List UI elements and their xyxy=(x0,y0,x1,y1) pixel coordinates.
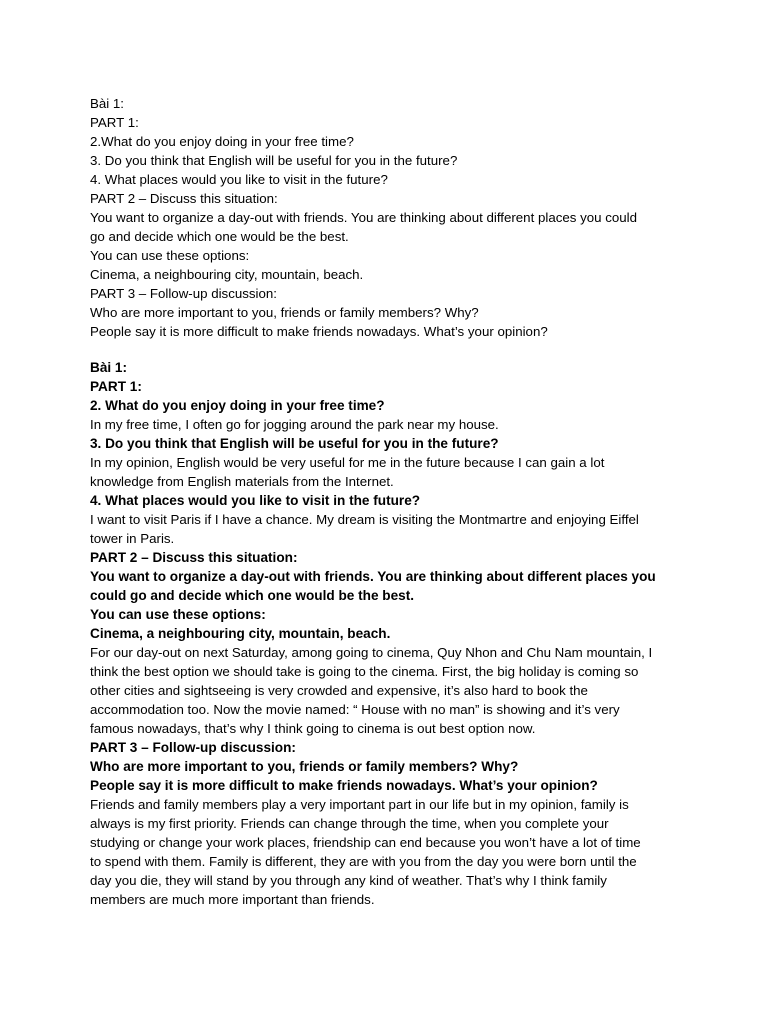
answers-part-3-question-2: People say it is more difficult to make friends nowadays. What’s your opinion? xyxy=(90,778,598,793)
situation-line-2: go and decide which one would be the best. xyxy=(90,229,349,244)
part-2-answer-line: famous nowadays, that’s why I think going to cinema is out best option now. xyxy=(90,721,536,736)
answer-question-3: 3. Do you think that English will be useful for you in the future? xyxy=(90,436,499,451)
part-3-answer-line: day you die, they will stand by you through any kind of weather. That’s why I think family xyxy=(90,873,607,888)
part-3-answer-line: Friends and family members play a very important part in our life but in my opinion, family is xyxy=(90,797,629,812)
question-2: 2.What do you enjoy doing in your free time? xyxy=(90,134,354,149)
answers-part-1-heading: PART 1: xyxy=(90,379,142,394)
part-2-heading: PART 2 – Discuss this situation: xyxy=(90,191,278,206)
answers-situation xyxy=(90,567,690,605)
answer-4-line: I want to visit Paris if I have a chance. My dream is visiting the Montmartre and enjoying Eiffel xyxy=(90,512,639,527)
situation-line: could go and decide which one would be the best. xyxy=(90,588,415,603)
part-2-answer-line: accommodation too. Now the movie named: “ House with no man” is showing and it’s very xyxy=(90,702,620,717)
part-3-heading: PART 3 – Follow-up discussion: xyxy=(90,286,277,301)
question-3: 3. Do you think that English will be useful for you in the future? xyxy=(90,153,458,168)
situation-line-1: You want to organize a day-out with friends. You are thinking about different places you could xyxy=(90,210,638,225)
answer-2-text: In my free time, I often go for jogging around the park near my house. xyxy=(90,417,499,432)
exercise-title: Bài 1: xyxy=(90,96,125,111)
options-list: Cinema, a neighbouring city, mountain, beach. xyxy=(90,267,364,282)
part-3-question-2: People say it is more difficult to make friends nowadays. What’s your opinion? xyxy=(90,324,548,339)
answer-3-text xyxy=(90,453,690,491)
part-2-answer-line: For our day-out on next Saturday, among going to cinema, Quy Nhon and Chu Nam mountain, I xyxy=(90,645,653,660)
answers-part-3-heading: PART 3 – Follow-up discussion: xyxy=(90,740,296,755)
answer-4-line: tower in Paris. xyxy=(90,531,175,546)
answer-question-4: 4. What places would you like to visit in the future? xyxy=(90,493,421,508)
part-1-heading: PART 1: xyxy=(90,115,139,130)
part-3-answer-line: studying or change your work places, friendship can end because you won’t have a lot of time xyxy=(90,835,641,850)
part-2-answer-line: think the best option we should take is going to the cinema. First, the big holiday is coming so xyxy=(90,664,639,679)
answer-question-2: 2. What do you enjoy doing in your free time? xyxy=(90,398,385,413)
answers-part-3-question-1: Who are more important to you, friends or family members? Why? xyxy=(90,759,519,774)
question-4: 4. What places would you like to visit in the future? xyxy=(90,172,388,187)
answers-exercise-title: Bài 1: xyxy=(90,360,128,375)
part-2-answer-text xyxy=(90,643,690,738)
answer-3-line: knowledge from English materials from the Internet. xyxy=(90,474,394,489)
answers-section xyxy=(90,358,690,909)
part-3-answer-text xyxy=(90,795,690,909)
situation-line: You want to organize a day-out with friends. You are thinking about different places you xyxy=(90,569,656,584)
answers-options-list: Cinema, a neighbouring city, mountain, beach. xyxy=(90,626,391,641)
part-3-answer-line: to spend with them. Family is different, they are with you from the day you were born until the xyxy=(90,854,637,869)
answers-options-label: You can use these options: xyxy=(90,607,266,622)
answer-4-text xyxy=(90,510,690,548)
part-2-answer-line: other cities and sightseeing is very crowded and expensive, it’s also hard to book the xyxy=(90,683,588,698)
answer-3-line: In my opinion, English would be very useful for me in the future because I can gain a lot xyxy=(90,455,605,470)
options-label: You can use these options: xyxy=(90,248,250,263)
part-3-answer-line: members are much more important than friends. xyxy=(90,892,375,907)
part-3-question-1: Who are more important to you, friends or family members? Why? xyxy=(90,305,479,320)
questions-section xyxy=(90,94,690,341)
part-3-answer-line: always is my first priority. Friends can change through the time, when you complete your xyxy=(90,816,609,831)
answers-part-2-heading: PART 2 – Discuss this situation: xyxy=(90,550,298,565)
